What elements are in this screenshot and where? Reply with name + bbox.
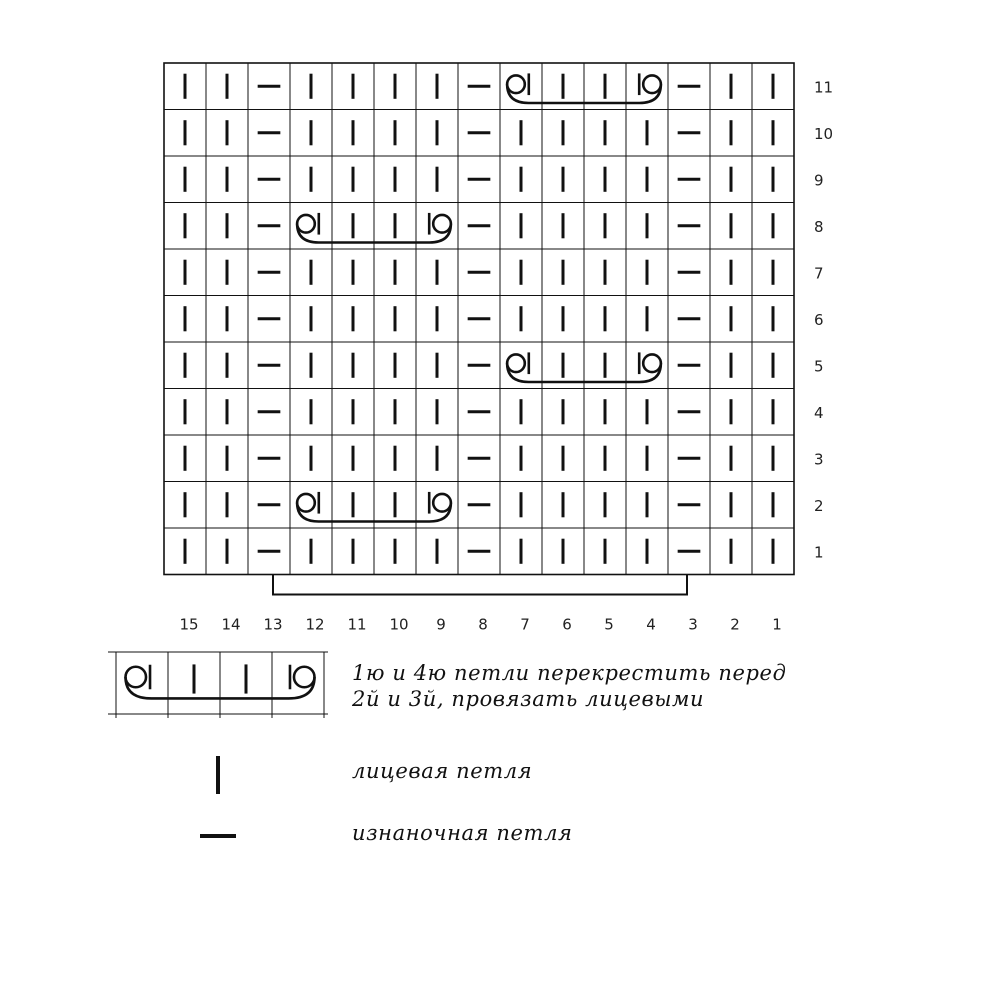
- knit-stitch-symbol-sample: [208, 752, 228, 798]
- purl-stitch-description: изнаночная петля: [352, 821, 573, 845]
- cable-right-loop: [643, 354, 661, 372]
- column-number: 11: [347, 615, 367, 634]
- cable-left-loop: [297, 494, 315, 512]
- column-number: 12: [305, 615, 325, 634]
- column-number: 15: [179, 615, 199, 634]
- repeat-bracket: [273, 575, 687, 595]
- column-number: 10: [389, 615, 409, 634]
- column-number: 6: [562, 615, 572, 634]
- knit-stitch-description: лицевая петля: [352, 759, 533, 783]
- row-number: 10: [814, 124, 834, 143]
- row-number: 1: [814, 543, 824, 562]
- column-number: 9: [436, 615, 446, 634]
- cable-right-loop: [433, 215, 451, 233]
- cable-right-loop: [643, 75, 661, 93]
- cable-left-loop: [507, 354, 525, 372]
- row-number: 6: [814, 310, 824, 329]
- column-number: 2: [730, 615, 740, 634]
- row-number: 7: [814, 264, 824, 283]
- column-number: 14: [221, 615, 241, 634]
- column-number: 5: [604, 615, 614, 634]
- column-number: 7: [520, 615, 530, 634]
- row-number: 5: [814, 357, 824, 376]
- cable-left-loop: [507, 75, 525, 93]
- cable-left-loop: [297, 215, 315, 233]
- row-number: 8: [814, 217, 824, 236]
- row-number: 4: [814, 403, 824, 422]
- row-number: 2: [814, 496, 824, 515]
- row-numbers: [814, 78, 833, 561]
- cable-right-loop: [294, 667, 315, 688]
- column-number: 1: [772, 615, 782, 634]
- chart-stitches: [185, 73, 773, 563]
- column-numbers: [179, 616, 781, 634]
- row-number: 3: [814, 450, 824, 469]
- column-number: 13: [263, 615, 283, 634]
- cable-cross-description: 1ю и 4ю петли перекрестить перед 2й и 3й, провязать лицевыми: [352, 661, 787, 711]
- cable-cross-symbol-sample: [108, 648, 328, 722]
- column-number: 3: [688, 615, 698, 634]
- cable-right-loop: [433, 494, 451, 512]
- column-number: 8: [478, 615, 488, 634]
- cable-left-loop: [126, 667, 147, 688]
- row-number: 9: [814, 171, 824, 190]
- purl-stitch-symbol-sample: [196, 826, 240, 846]
- column-number: 4: [646, 615, 656, 634]
- row-number: 11: [814, 78, 834, 97]
